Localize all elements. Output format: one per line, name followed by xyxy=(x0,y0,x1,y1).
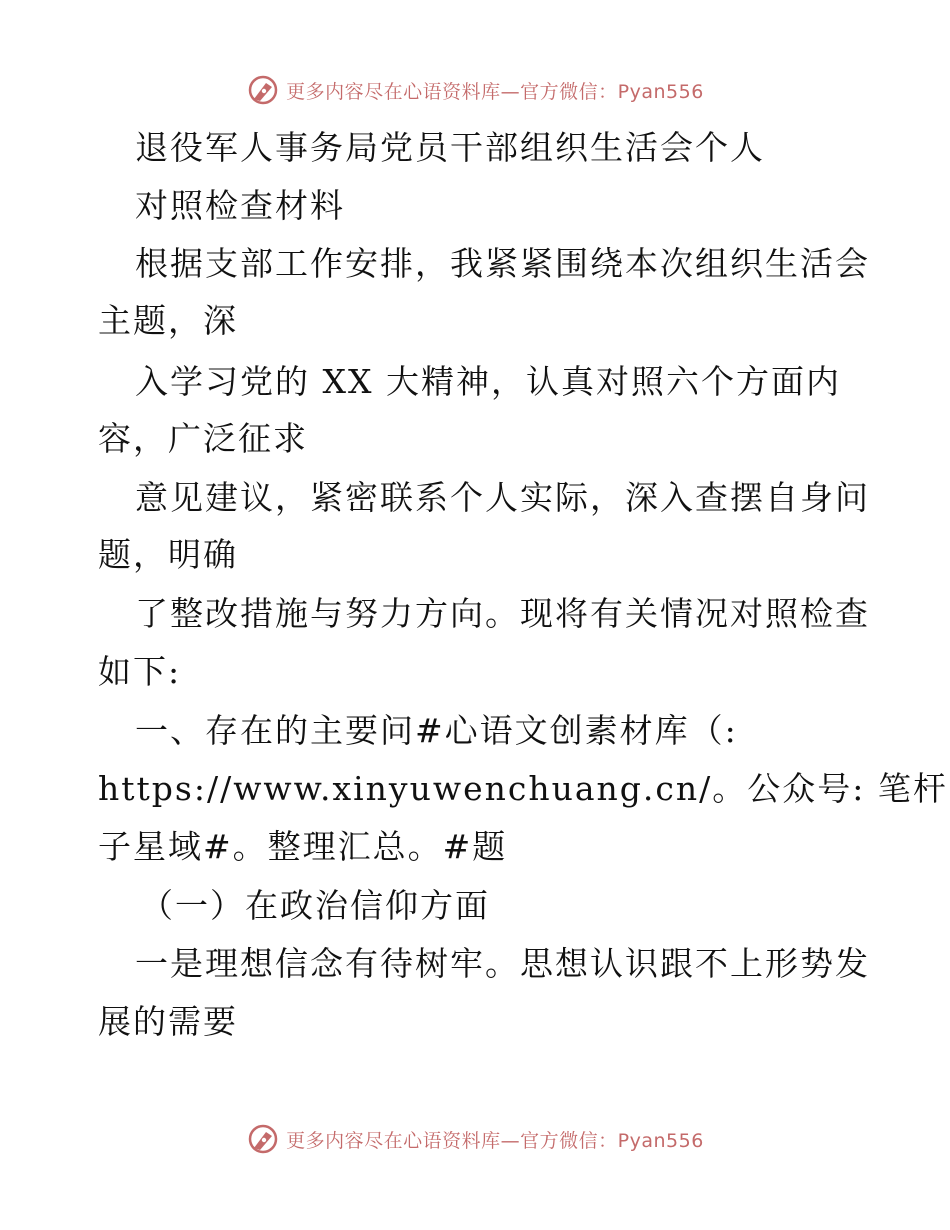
document-title-line-2: 对照检查材料 xyxy=(135,186,345,225)
watermark-text: 更多内容尽在心语资料库—官方微信：Pyan556 xyxy=(286,80,704,103)
paragraph-line: 了整改措施与努力方向。现将有关情况对照检查 xyxy=(135,594,870,633)
paragraph-line: 意见建议，紧密联系个人实际，深入查摆自身问 xyxy=(135,478,870,517)
watermark-text: 更多内容尽在心语资料库—官方微信：Pyan556 xyxy=(286,1129,704,1152)
paragraph-line: 根据支部工作安排，我紧紧围绕本次组织生活会 xyxy=(135,244,870,283)
paragraph-line: 展的需要 xyxy=(98,1002,238,1041)
paragraph-line: 入学习党的 XX 大精神，认真对照六个方面内 xyxy=(135,362,841,401)
paragraph-line: 如下: xyxy=(98,652,182,691)
paragraph-line: 主题，深 xyxy=(98,301,238,340)
subsection-heading: （一）在政治信仰方面 xyxy=(140,886,490,925)
pen-nib-logo-icon xyxy=(246,1122,280,1156)
paragraph-line: 一是理想信念有待树牢。思想认识跟不上形势发 xyxy=(135,944,870,983)
paragraph-line: 子星域#。整理汇总。#题 xyxy=(98,827,508,866)
watermark-footer xyxy=(0,1119,950,1159)
section-heading-line: 一、存在的主要问#心语文创素材库（: xyxy=(135,711,738,750)
paragraph-line: https://www.xinyuwenchuang.cn/。公众号: 笔杆 xyxy=(98,769,948,808)
document-title-line-1: 退役军人事务局党员干部组织生活会个人 xyxy=(135,128,765,167)
paragraph-line: 题，明确 xyxy=(98,535,238,574)
paragraph-line: 容，广泛征求 xyxy=(98,419,308,458)
